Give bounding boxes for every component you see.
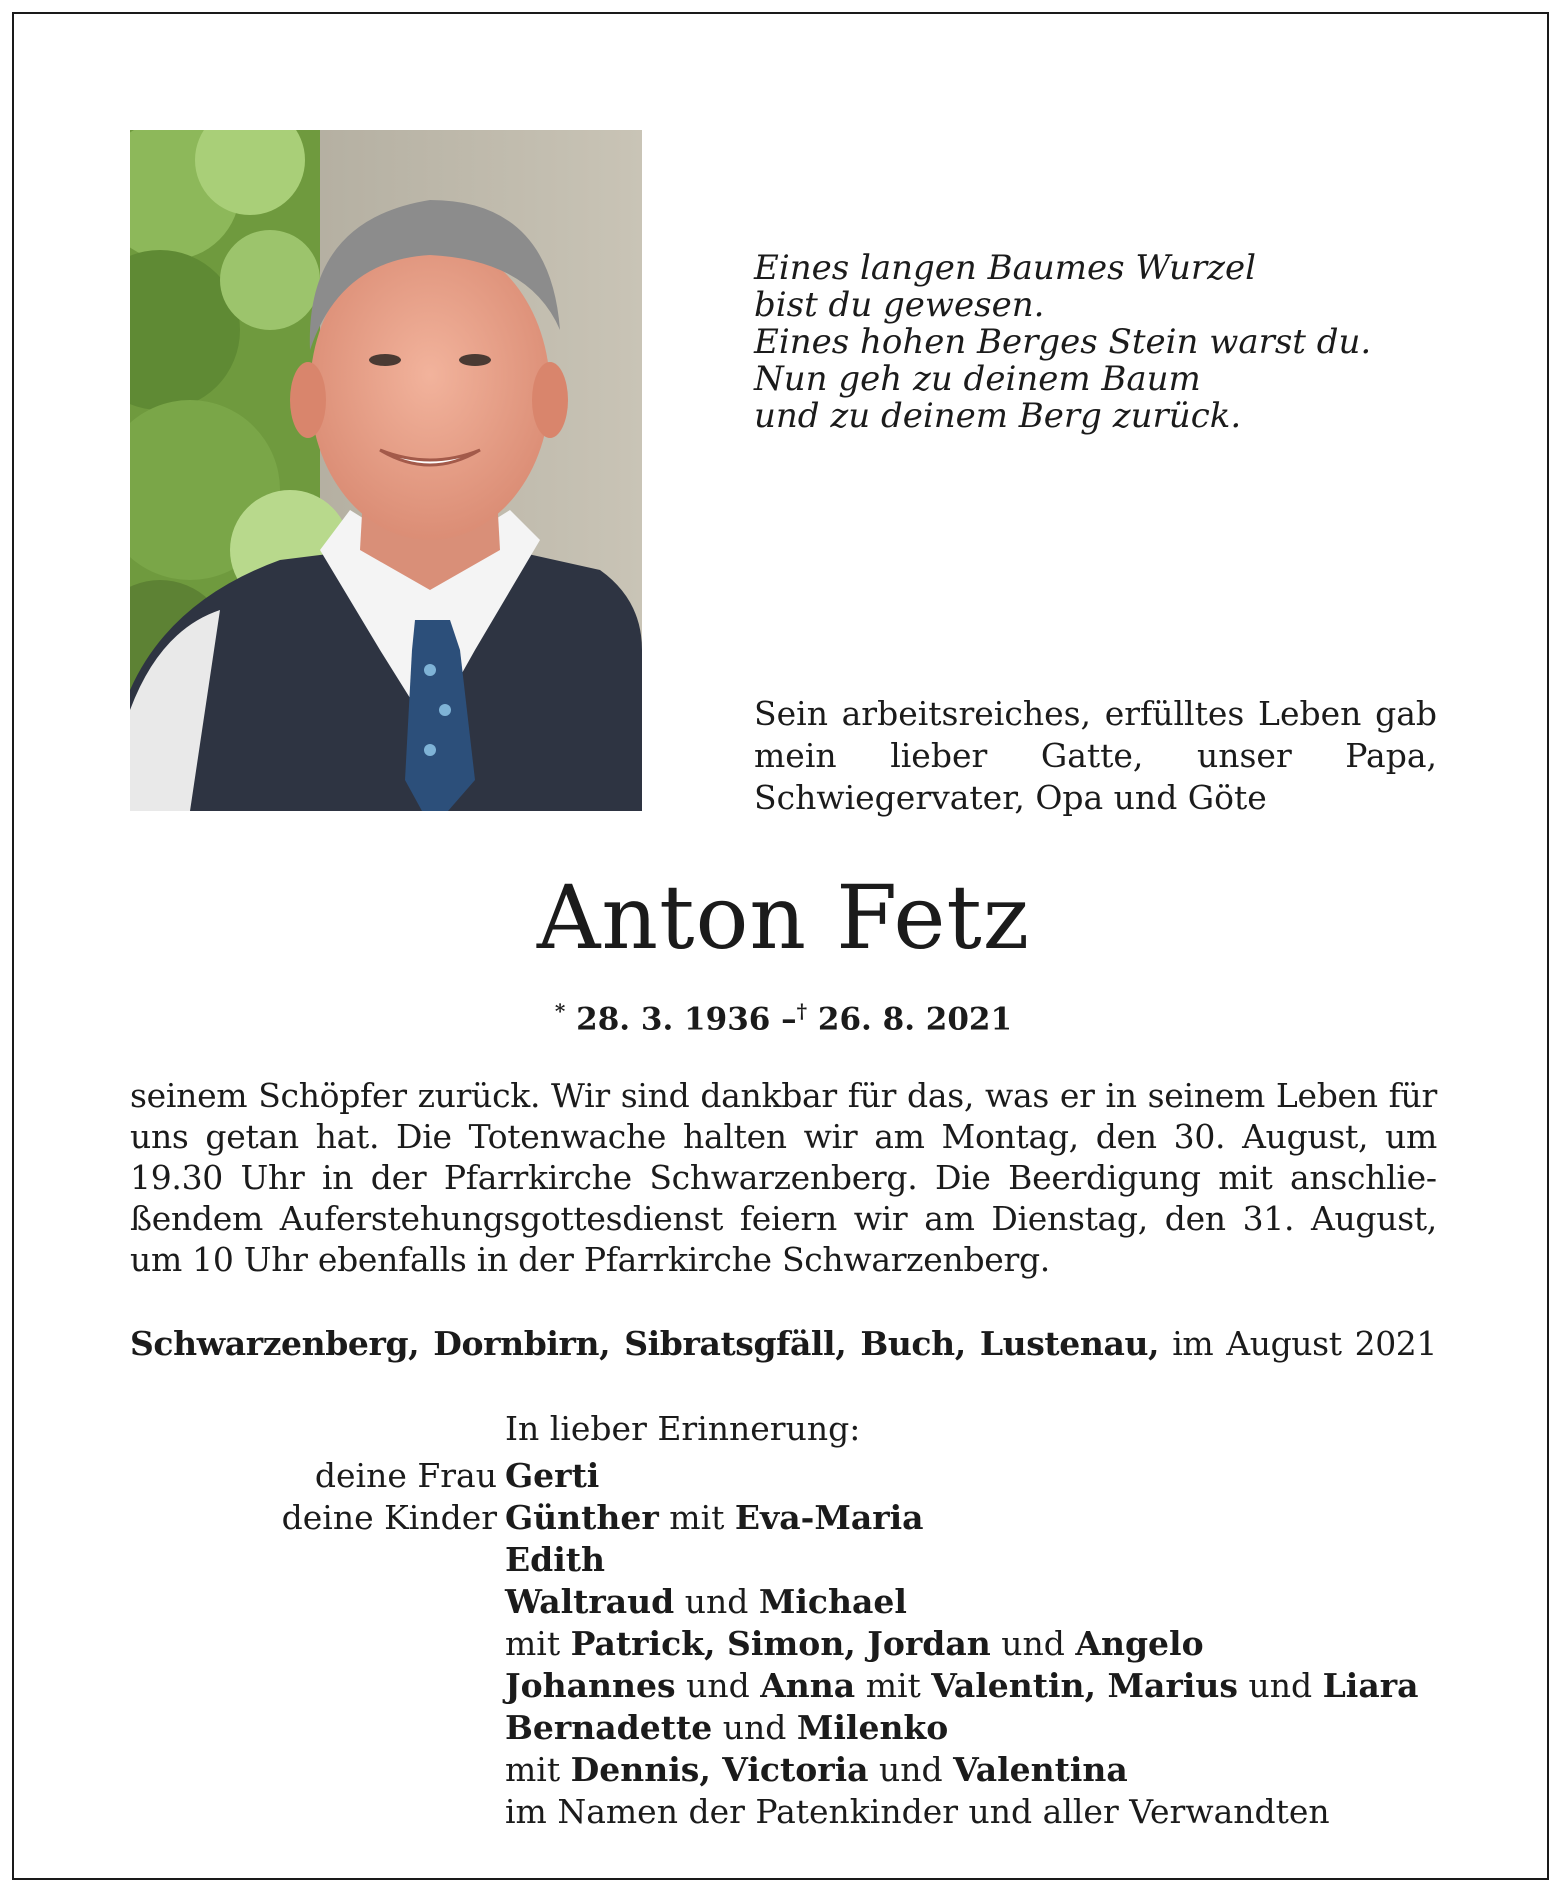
closing-line: im Namen der Patenkinder und aller Verwandten: [505, 1792, 1330, 1831]
signatures: [0, 1455, 1567, 1833]
signer-name: Milenko: [796, 1708, 949, 1747]
signature-row: [0, 1497, 1567, 1539]
signature-row: [0, 1791, 1567, 1833]
poem-line: Eines langen Baumes Wurzel: [754, 248, 1256, 288]
poem: [754, 250, 1454, 435]
signature-row: [0, 1749, 1567, 1791]
memory-heading: In lieber Erinnerung:: [505, 1409, 861, 1448]
signer-name: Valentin, Marius: [931, 1666, 1238, 1705]
signer-name: Dennis, Victoria: [570, 1750, 869, 1789]
connector: und: [722, 1708, 787, 1747]
funeral-details: seinem Schöpfer zurück. Wir sind dankbar für das, was er in seinem Leben für uns getan hat. Die Totenwache halten wir am Montag, den 30. August, um 19.30 Uhr in der Pfarrkirche Schwarzenberg. Die Beerdigung mit anschließendem Auferstehungsgottesdienst feiern wir am Dienstag, den 31. August, um 10 Uhr ebenfalls in der Pfarrkirche Schwarzenberg.: [130, 1076, 1437, 1279]
connector: mit: [505, 1750, 561, 1789]
birth-date: 28. 3. 1936: [576, 1001, 771, 1038]
role-children: deine Kinder: [281, 1498, 497, 1537]
death-symbol: †: [796, 999, 808, 1023]
signature-row: [0, 1707, 1567, 1749]
signer-name: Eva-Maria: [734, 1498, 924, 1537]
deceased-name: Anton Fetz: [536, 866, 1031, 969]
signature-row: [0, 1581, 1567, 1623]
signer-name: Edith: [505, 1540, 605, 1579]
death-date: 26. 8. 2021: [817, 1001, 1013, 1038]
intro-text: Sein arbeitsreiches, erfülltes Leben gab mein lieber Gatte, unser Papa, Schwiegervater, Opa und Göte: [754, 694, 1437, 817]
poem-line: und zu deinem Berg zurück.: [754, 396, 1242, 436]
signature-row: [0, 1623, 1567, 1665]
connector: und: [1001, 1624, 1065, 1663]
signer-name: Michael: [758, 1582, 907, 1621]
life-dates: [0, 990, 1567, 1040]
portrait-photo: [130, 130, 642, 811]
signature-row: [0, 1665, 1567, 1707]
poem-line: Eines hohen Berges Stein warst du.: [754, 322, 1372, 362]
connector: mit: [669, 1498, 725, 1537]
signer-name: Liara: [1322, 1666, 1419, 1705]
connector: mit: [865, 1666, 921, 1705]
signer-name: Johannes: [505, 1666, 676, 1705]
places-line: [130, 1324, 1437, 1364]
connector: und: [879, 1750, 943, 1789]
places-date: im August 2021: [1172, 1324, 1437, 1363]
poem-line: Nun geh zu deinem Baum: [754, 359, 1201, 399]
connector: mit: [505, 1624, 561, 1663]
signer-name: Angelo: [1075, 1624, 1204, 1663]
connector: und: [684, 1582, 749, 1621]
signer-name: Gerti: [505, 1456, 600, 1495]
connector: und: [686, 1666, 750, 1705]
role-wife: deine Frau: [314, 1456, 497, 1495]
signer-name: Patrick, Simon, Jordan: [570, 1624, 991, 1663]
date-separator: –: [781, 1001, 797, 1038]
signature-row: [0, 1455, 1567, 1497]
signer-name: Günther: [505, 1498, 659, 1537]
signer-name: Bernadette: [505, 1708, 713, 1747]
signer-name: Anna: [760, 1666, 856, 1705]
connector: und: [1248, 1666, 1313, 1705]
signer-name: Valentina: [953, 1750, 1128, 1789]
poem-line: bist du gewesen.: [754, 285, 1045, 325]
signer-name: Waltraud: [505, 1582, 675, 1621]
birth-symbol: *: [554, 999, 566, 1023]
signature-row: [0, 1539, 1567, 1581]
places-names: Schwarzenberg, Dornbirn, Sibratsgfäll, Buch, Lustenau,: [130, 1324, 1160, 1363]
